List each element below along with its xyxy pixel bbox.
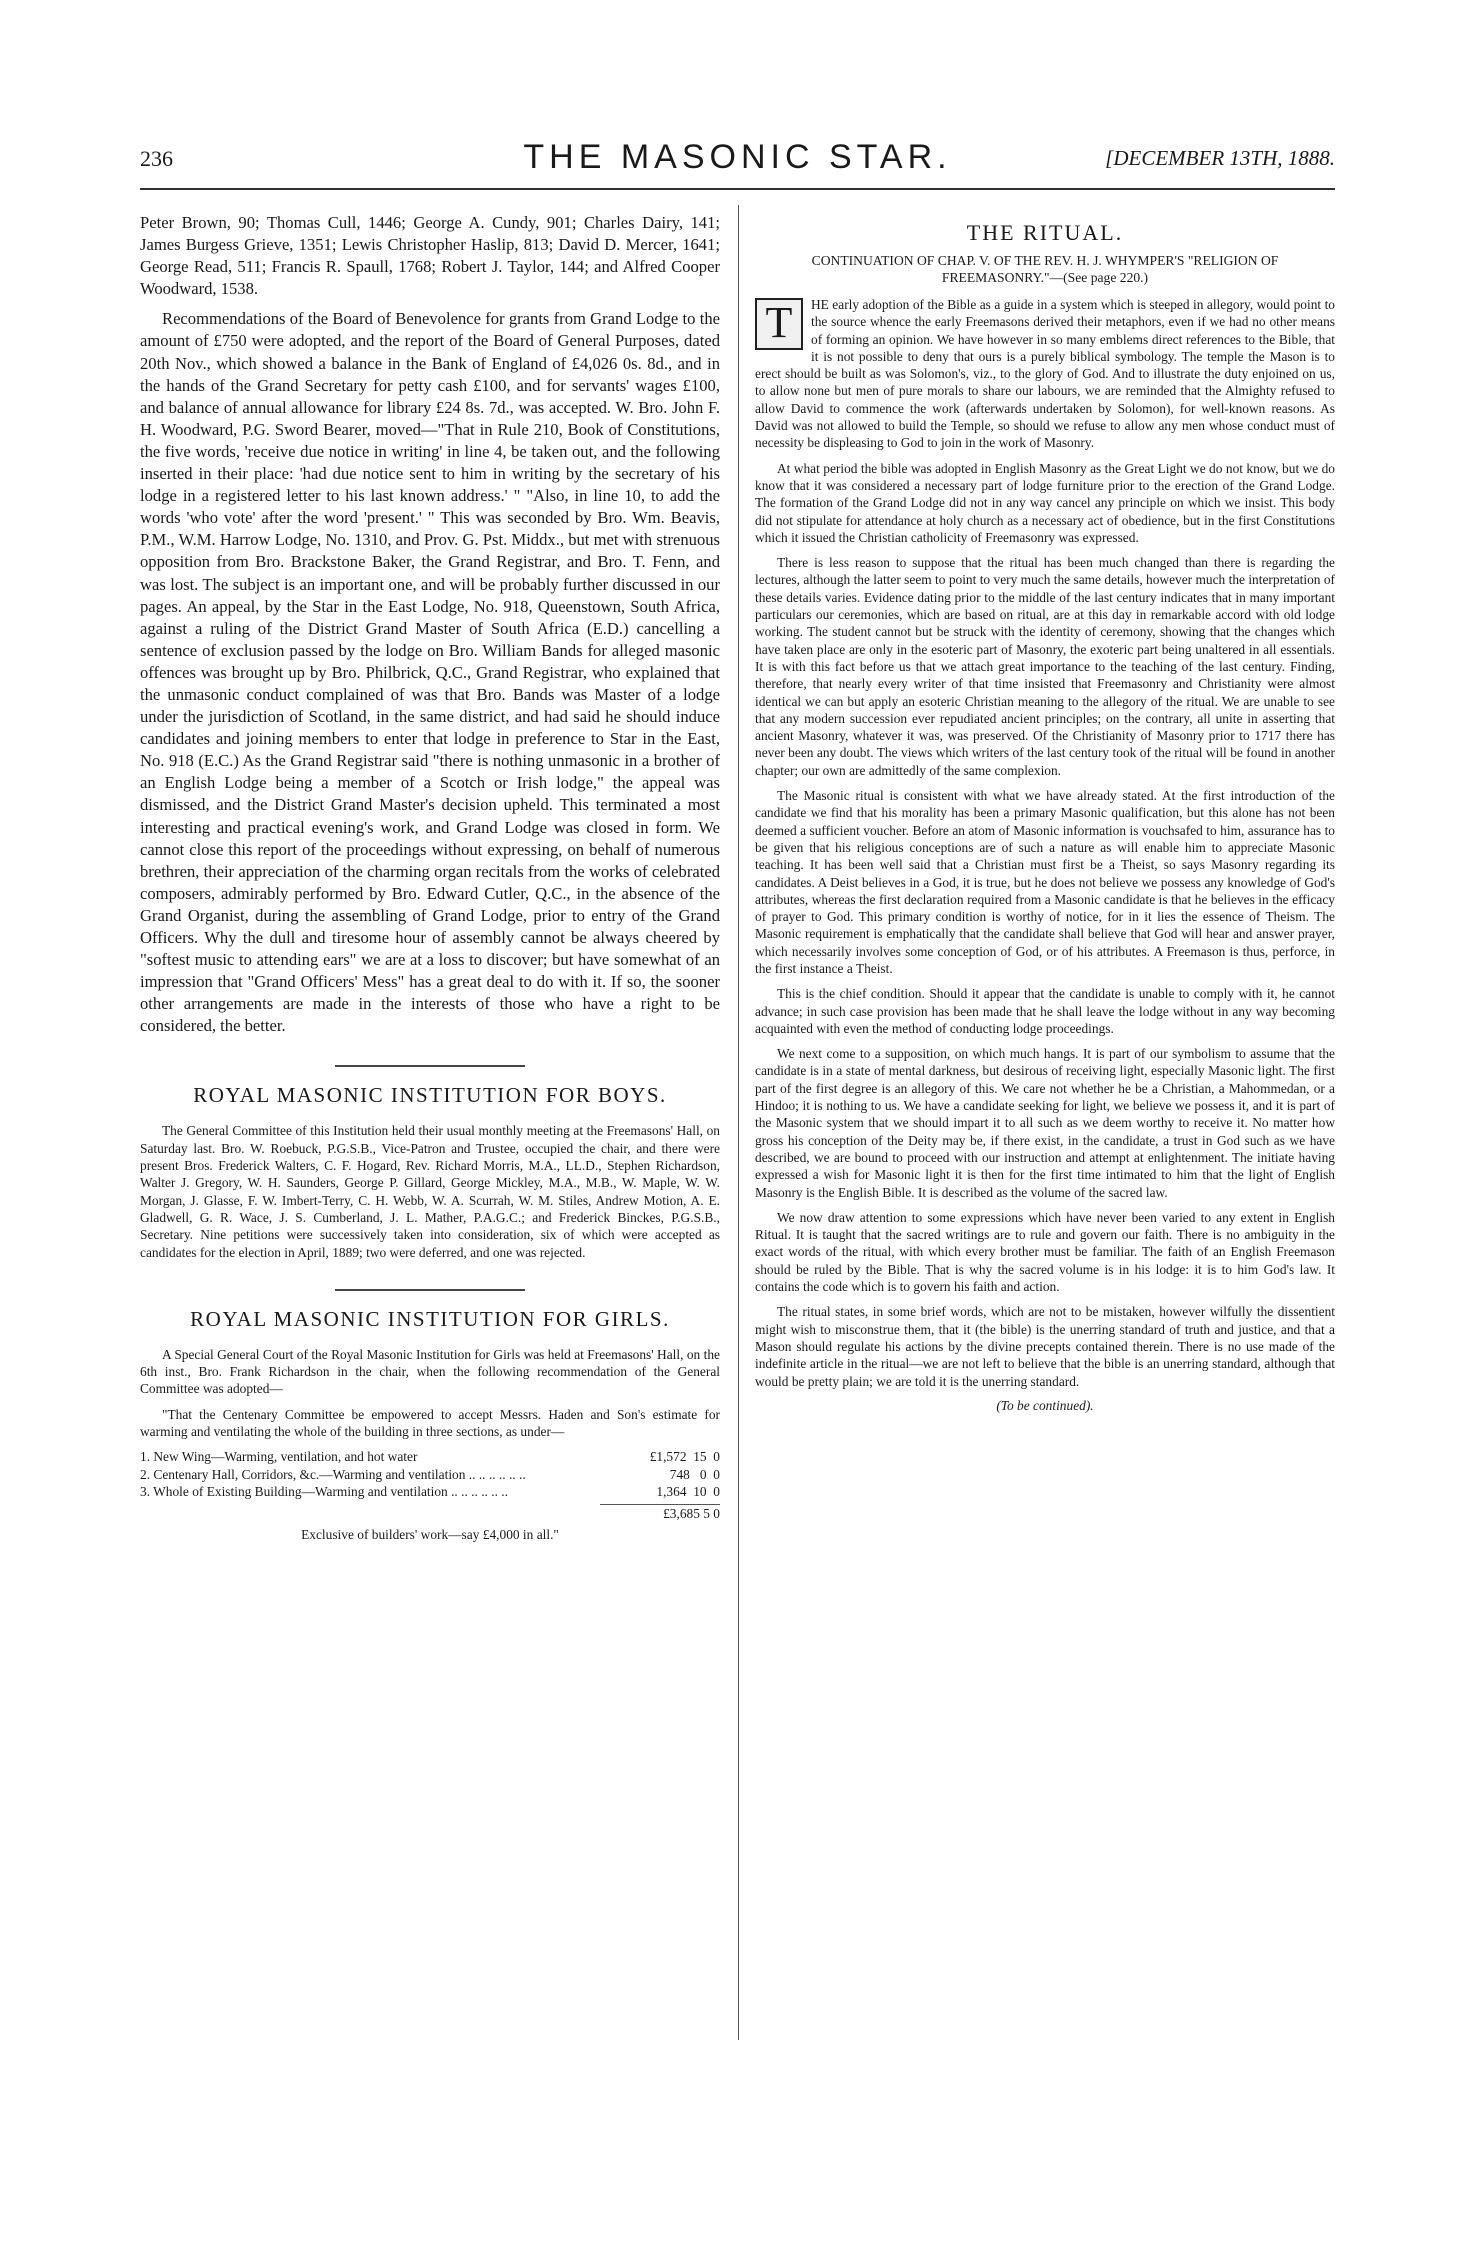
- estimate-item-desc: 2. Centenary Hall, Corridors, &c.—Warming and ventilation .. .. .. .. .. ..: [140, 1466, 526, 1482]
- ritual-para-text: HE early adoption of the Bible as a guide in a system which is steeped in allegory, would point to the source whence the early Freemasons derived their metaphors, even if we had no other means of forming an opinion. We have however in so many emblems direct references to the Bible, that it is not possible to deny that ours is a purely biblical symbology. The temple the Mason is to erect should be built as was Solomon's, viz., to the glory of God. And to illustrate the duty enjoined on us, to allow none but men of pure morals to share our labours, we are reminded that the Almighty refused to allow David to commence the work (afterwards undertaken by Solomon), for well-known reasons. As David was not allowed to build the Temple, so should we refuse to allow any men whose conduct must of necessity be displeasing to God to join in the work of Masonry.: [755, 297, 1335, 451]
- estimate-item: [140, 1483, 720, 1500]
- boys-institution-heading: ROYAL MASONIC INSTITUTION FOR BOYS.: [193, 1083, 667, 1108]
- section-divider: [335, 1289, 525, 1291]
- masthead-title: THE MASONIC STAR.: [523, 138, 952, 176]
- header-rule: [140, 188, 1335, 190]
- ritual-para: At what period the bible was adopted in English Masonry as the Great Light we do not know, but we do know that it was considered a necessary part of lodge furniture prior to the erection of the Grand Lodge. The formation of the Grand Lodge did not in any way cancel any principle on which we insist. This body did not stipulate for attendance at holy church as a necessary act of obedience, but in the first Constitutions which it issued the Christian catholicity of Freemasonry was expressed.: [755, 460, 1335, 545]
- grand-lodge-names: Peter Brown, 90; Thomas Cull, 1446; George A. Cundy, 901; Charles Dairy, 141; James Burgess Grieve, 1351; Lewis Christopher Haslip, 813; David D. Mercer, 1641; George Read, 511; Francis R. Spaull, 1768; Robert J. Taylor, 144; and Alfred Cooper Woodward, 1538.: [140, 213, 720, 299]
- girls-institution-text: A Special General Court of the Royal Masonic Institution for Girls was held at Freemasons' Hall, on the 6th inst., Bro. Frank Richardson in the chair, when the following recommendation of the General Committee was adopted—: [140, 1346, 720, 1397]
- ritual-para: This is the chief condition. Should it appear that the candidate is unable to comply with it, he cannot advance; in such case provision has been made that he shall leave the lodge without in any way becoming acquainted with even the method of conducting lodge proceedings.: [755, 986, 1335, 1036]
- estimate-item-desc: 1. New Wing—Warming, ventilation, and hot water: [140, 1449, 418, 1465]
- estimate-item-amount: £1,572 15 0: [649, 1449, 720, 1465]
- section-divider: [335, 1065, 525, 1067]
- estimate-item: [140, 1448, 720, 1465]
- ritual-para: We now draw attention to some expressions which have never been varied to any extent in English Ritual. It is taught that the sacred writings are to rule and govern our faith. There is no ambiguity in the exact words of the ritual, with which every brother must be familiar. The faith of an English Freemason should be ruled by the Bible. That is why the sacred volume is in his lodge: it is to him God's law. It contains the code which is to govern his faith and action.: [755, 1209, 1335, 1295]
- girls-institution-heading: ROYAL MASONIC INSTITUTION FOR GIRLS.: [190, 1306, 670, 1331]
- ritual-para: [755, 296, 1335, 452]
- ritual-subtitle: CONTINUATION OF CHAP. V. OF THE REV. H. J. WHYMPER'S "RELIGION OF FREEMASONRY."—(See page 220.): [811, 253, 1279, 285]
- ritual-para: We next come to a supposition, on which much hangs. It is part of our symbolism to assume that the candidate is in a state of mental darkness, but desirous of receiving light, especially Masonic light. The first part of the first degree is an allegory of this. We care not whether he be a Christian, a Mahommedan, or a Hindoo; it is nothing to us. We have a candidate seeking for light, we believe we possess it, and it is part of the Masonic system that we should impart it to all such as we deem worthy to receive it. No matter how gross his conception of the Deity may be, if there exist, in the candidate, a trust in God such as we have described, we are bound to proceed with our instruction and attempt at enlightenment. The initiate having expressed a wish for Masonic light it is then for the first time intimated to him that the light of English Masonry is the English Bible. It is described as the volume of the sacred law.: [755, 1046, 1335, 1200]
- estimate-item: [140, 1466, 720, 1483]
- girls-institution-quote: "That the Centenary Committee be empowered to accept Messrs. Haden and Son's estimate for warming and ventilating the whole of the building in three sections, as under—: [140, 1406, 720, 1440]
- drop-cap: T: [755, 298, 803, 350]
- right-column: [755, 212, 1335, 1414]
- estimate-item-desc: 3. Whole of Existing Building—Warming and ventilation .. .. .. .. .. ..: [140, 1483, 508, 1499]
- left-column: [140, 212, 720, 1543]
- ritual-para: The ritual states, in some brief words, which are not to be mistaken, however wilfully the dissentient might wish to misconstrue them, that it (the bible) is the unerring standard of truth and justice, and that a Mason should regulate his actions by the divine precepts contained therein. There is no use made of the indefinite article in the ritual—we are not left to believe that the bible is an unerring standard, although that would be pretty plain; we are told it is the unerring standard.: [755, 1304, 1335, 1389]
- ritual-para: The Masonic ritual is consistent with what we have already stated. At the first introduction of the candidate we find that his morality has been a primary Masonic qualification, but this alone has not been deemed a sufficient voucher. Before an atom of Masonic information is vouchsafed to him, assurance has to be given that his religious conceptions are of such a nature as will enable him to appreciate Masonic teaching. It has been well said that a Christian must first be a Theist, so says Masonry regarding its candidates. A Deist believes in a God, it is true, but he does not believe we possess any knowledge of God's attributes, whereas the first declaration required from a Masonic candidate is that he believes in the efficacy of prayer to God. This primary condition is worthy of notice, for in it lies the essence of Theism. The Masonic requirement is emphatically that the candidate shall believe that God will hear and answer prayer, which necessarily involves some conception of God, or of his attributes. A Freemason is thus, perforce, in the first instance a Theist.: [755, 788, 1335, 976]
- to-be-continued: (To be continued).: [996, 1397, 1094, 1413]
- issue-date: [DECEMBER 13TH, 1888.: [1105, 146, 1335, 170]
- column-divider: [738, 205, 739, 2040]
- estimate-item-amount: 748 0 0: [669, 1466, 720, 1482]
- grand-lodge-report: Recommendations of the Board of Benevolence for grants from Grand Lodge to the amount of £750 were adopted, and the report of the Board of General Purposes, dated 20th Nov., which showed a balance in the Bank of England of £4,026 0s. 8d., and in the hands of the Grand Secretary for petty cash £100, and for servants' wages £100, and balance of annual allowance for library £24 8s. 7d., was accepted. W. Bro. John F. H. Woodward, P.G. Sword Bearer, moved—"That in Rule 210, Book of Constitutions, the five words, 'receive due notice in writing' in line 4, be taken out, and the following inserted in their place: 'had due notice sent to him in writing by the secretary of his lodge in a registered letter to his last known address.' " "Also, in line 10, to add the words 'who vote' after the word 'present.' " This was seconded by Bro. Wm. Beavis, P.M., W.M. Harrow Lodge, No. 1310, and Prov. G. Pst. Middx., but met with strenuous opposition from Bro. Brackstone Baker, the Grand Registrar, and Bro. T. Fenn, and was lost. The subject is an important one, and will be probably further discussed in our pages. An appeal, by the Star in the East Lodge, No. 918, Queenstown, South Africa, against a ruling of the District Grand Master of South Africa (E.D.) cancelling a sentence of exclusion passed by the lodge on Bro. William Bands for alleged masonic offences was brought up by Bro. Philbrick, Q.C., Grand Registrar, who explained that the unmasonic conduct complained of was that Bro. Bands was Master of a lodge under the jurisdiction of Scotland, in the same district, and had said he should induce candidates and joining members to enter that lodge in preference to Star in the East, No. 918 (E.C.) As the Grand Registrar said "there is nothing unmasonic in a brother of an English Lodge being a member of a Scotch or Irish lodge," the appeal was dismissed, and the District Grand Master's decision upheld. This terminated a most interesting and practical evening's work, and Grand Lodge was closed in form. We cannot close this report of the proceedings without expressing, on behalf of numerous brethren, their appreciation of the charming organ recitals from the works of celebrated composers, admirably performed by Bro. Edward Cutler, Q.C., in the absence of the Grand Organist, during the assembling of Grand Lodge, prior to entry of the Grand Officers. Why the dull and tiresome hour of assembly cannot be always cheered by "softest music to attending ears" we are at a loss to discover; but have somewhat of an impression that "Grand Officers' Mess" has a great deal to do with it. If so, the sooner other arrangements are made in the interests of those who have a right to be considered, the better.: [140, 309, 720, 1036]
- ritual-title: THE RITUAL.: [966, 220, 1124, 245]
- estimate-item-amount: 1,364 10 0: [656, 1483, 720, 1499]
- page-header: [140, 138, 1335, 182]
- ritual-para: There is less reason to suppose that the ritual has been much changed than there is regarding the lectures, although the latter seem to point to very much the same details, however much the interpretation of these details varies. Evidence dating prior to the middle of the last century indicates that in many important particulars our ceremonies, which are based on ritual, are at this day in remarkable accord with old lodge working. The student cannot but be struck with the identity of ceremony, showing that the changes which have taken place are only in the esoteric part of Masonry, the exoteric part being unaltered in all essentials. It is with this fact before us that we attach great importance to the teaching of the last century. Finding, therefore, that nearly every writer of that time insisted that Freemasonry and Christianity were almost identical we can but apply an esoteric Christian meaning to the allegory of the ritual. We are unable to see that any modern succession ever repudiated ancient principles; on the contrary, all unite in asserting that ancient Masonry, whatever it was, was preserved. Of the Christianity of Masonry prior to 1717 there has never been any doubt. The views which writers of the last century took of the ritual will be found in another chapter; our own are admittedly of the same complexion.: [755, 555, 1335, 778]
- estimate-total: £3,685 5 0: [600, 1504, 720, 1522]
- page-number: 236: [140, 146, 173, 171]
- boys-institution-text: The General Committee of this Institution held their usual monthly meeting at the Freemasons' Hall, on Saturday last. Bro. W. Roebuck, P.G.S.B., Vice-Patron and Trustee, occupied the chair, and there were present Bros. Frederick Walters, C. F. Hogard, Rev. Richard Morris, M.A., LL.D., Stephen Richardson, Walter J. Gregory, W. H. Saunders, George P. Gillard, George Mickley, M.A., M.B., W. Maple, W. W. Morgan, J. Glasse, F. W. Imbert-Terry, C. H. Webb, W. A. Scurrah, W. M. Stiles, Andrew Motion, A. E. Gladwell, G. R. Wace, J. S. Cumberland, J. L. Mather, P.A.G.C.; and Frederick Binckes, P.G.S.B., Secretary. Nine petitions were successively taken into consideration, six of which were accepted as candidates for the election in April, 1889; two were deferred, and one was rejected.: [140, 1123, 720, 1260]
- estimate-exclusive-note: Exclusive of builders' work—say £4,000 in all.": [301, 1526, 559, 1542]
